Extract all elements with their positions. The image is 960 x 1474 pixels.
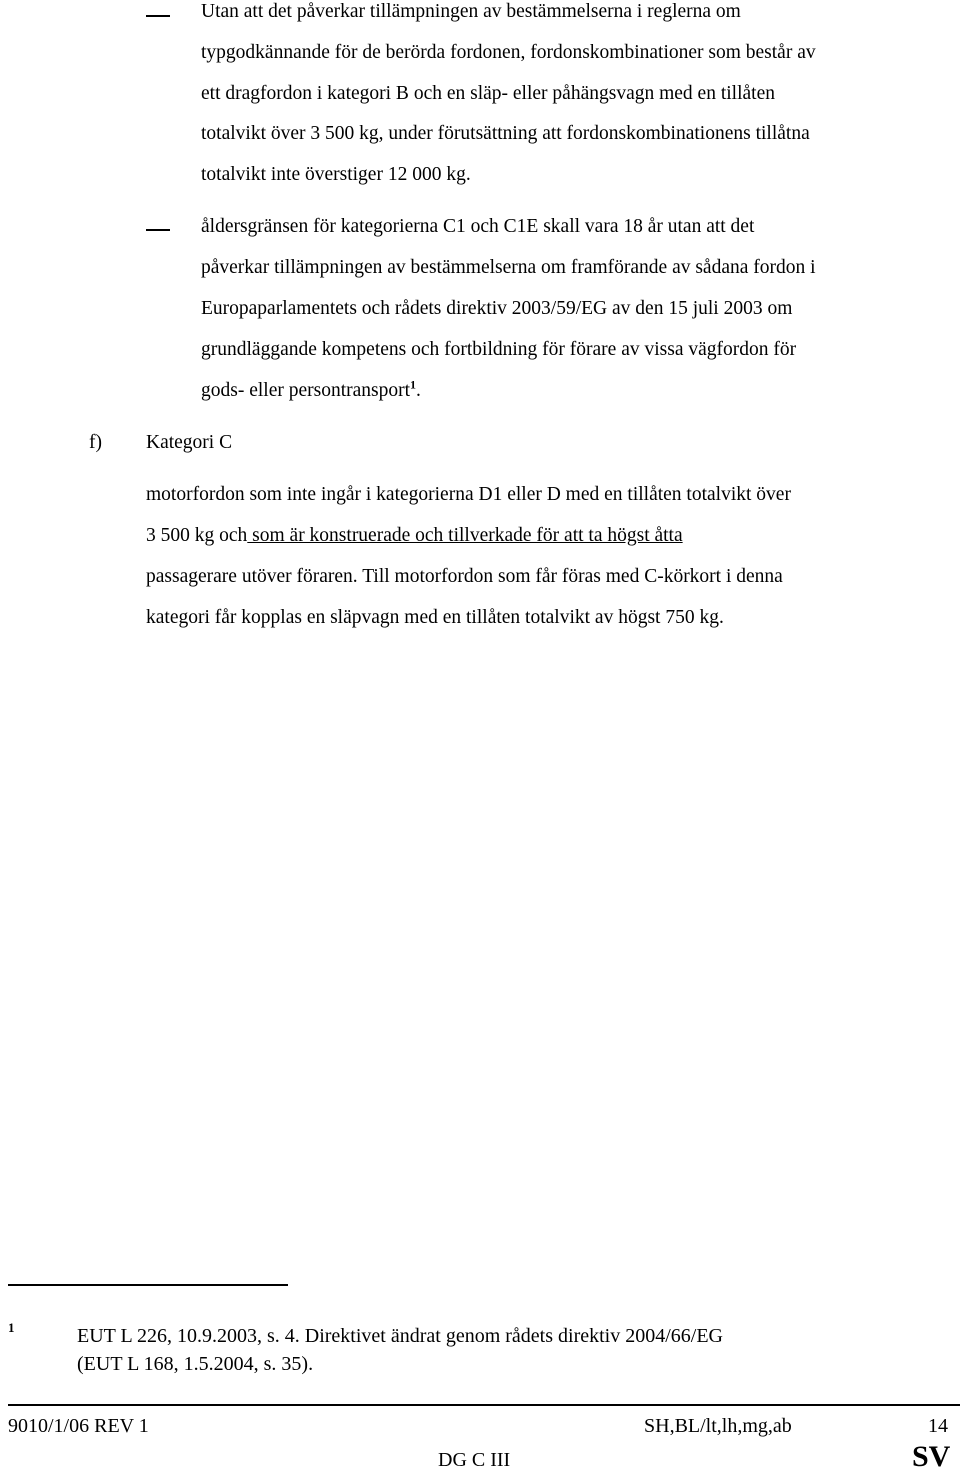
author-initials: SH,BL/lt,lh,mg,ab [644, 1415, 792, 1437]
text-line: kategori får kopplas en släpvagn med en tillåten totalvikt av högst 750 kg. [146, 607, 724, 628]
footnote-reference[interactable]: 1 [410, 377, 417, 392]
directorate: DG C III [438, 1449, 511, 1471]
page-number: 14 [928, 1415, 948, 1437]
section-title: Kategori C [146, 432, 233, 453]
text-line: motorfordon som inte ingår i kategorierna D1 eller D med en tillåten totalvikt över [146, 484, 791, 505]
text-line: Utan att det påverkar tillämpningen av bestämmelserna i reglerna om [201, 1, 741, 22]
text-span: 3 500 kg och [146, 525, 248, 546]
text-span: gods- eller persontransport [201, 380, 411, 401]
footnote-line: (EUT L 168, 1.5.2004, s. 35). [77, 1353, 314, 1375]
footer-rule [8, 1404, 960, 1406]
text-line: grundläggande kompetens och fortbildning för förare av vissa vägfordon för [201, 339, 797, 360]
document-reference: 9010/1/06 REV 1 [8, 1415, 149, 1437]
text-line [201, 379, 421, 403]
dash-marker [146, 15, 170, 17]
text-line: ett dragfordon i kategori B och en släp- eller påhängsvagn med en tillåten [201, 83, 775, 104]
text-span: som är konstruerade och tillverkade för att ta högst åtta [247, 525, 683, 546]
text-line: typgodkännande för de berörda fordonen, fordonskombinationer som består av [201, 42, 816, 63]
text-line [146, 524, 683, 548]
text-line: åldersgränsen för kategorierna C1 och C1E skall vara 18 år utan att det [201, 216, 755, 237]
text-line: Europaparlamentets och rådets direktiv 2003/59/EG av den 15 juli 2003 om [201, 298, 793, 319]
footnote-number: 1 [8, 1320, 15, 1335]
text-line: totalvikt över 3 500 kg, under förutsättning att fordonskombinationens tillåtna [201, 123, 810, 144]
footnote-separator [8, 1284, 288, 1286]
language-code: SV [912, 1440, 951, 1473]
footnote-line: EUT L 226, 10.9.2003, s. 4. Direktivet ändrat genom rådets direktiv 2004/66/EG [77, 1325, 723, 1347]
text-line: passagerare utöver föraren. Till motorfordon som får föras med C-körkort i denna [146, 566, 783, 587]
text-span: . [416, 380, 421, 401]
section-label: f) [89, 432, 102, 453]
dash-marker [146, 229, 170, 231]
text-line: totalvikt inte överstiger 12 000 kg. [201, 164, 471, 185]
text-line: påverkar tillämpningen av bestämmelserna om framförande av sådana fordon i [201, 257, 816, 278]
